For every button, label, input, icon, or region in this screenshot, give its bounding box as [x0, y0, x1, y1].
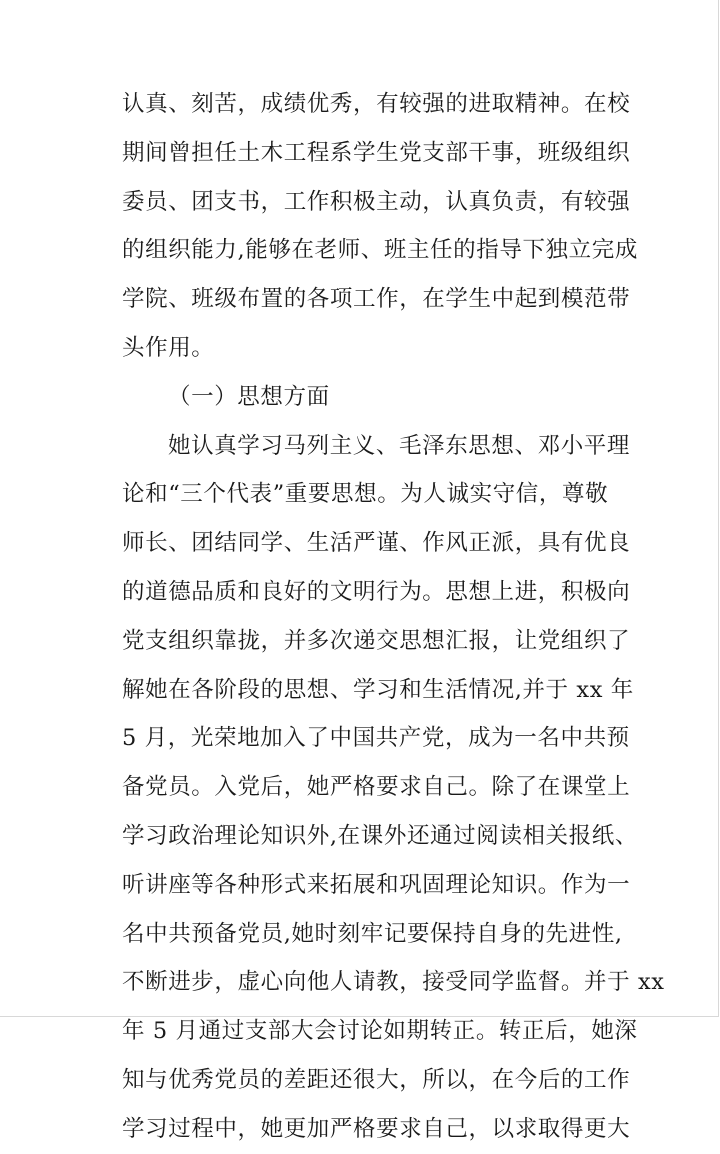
text-line: 党支组织靠拢，并多次递交思想汇报，让党组织了 [122, 627, 631, 654]
text-line: 头作用。 [122, 334, 215, 361]
section-heading: （一）思想方面 [168, 383, 330, 410]
text-line: 名中共预备党员,她时刻牢记要保持自身的先进性, [122, 920, 623, 947]
text-line: 听讲座等各种形式来拓展和巩固理论知识。作为一 [122, 871, 631, 898]
text-line: 不断进步，虚心向他人请教，接受同学监督。并于 xx [122, 969, 665, 996]
text-line: 学习政治理论知识外,在课外还通过阅读相关报纸、 [122, 822, 638, 849]
text-line: 委员、团支书，工作积极主动，认真负责，有较强 [122, 188, 631, 215]
paragraph-first-line: 她认真学习马列主义、毛泽东思想、邓小平理 [168, 432, 631, 459]
text-line: 认真、刻苦，成绩优秀，有较强的进取精神。在校 [122, 91, 631, 117]
text-line: 的道德品质和良好的文明行为。思想上进，积极向 [122, 578, 631, 605]
text-line: 期间曾担任土木工程系学生党支部干事，班级组织 [122, 139, 631, 166]
text-line: 学院、班级布置的各项工作，在学生中起到模范带 [122, 286, 631, 313]
text-line: 师长、团结同学、生活严谨、作风正派，具有优良 [122, 530, 631, 557]
text-line: 备党员。入党后，她严格要求自己。除了在课堂上 [122, 774, 631, 801]
text-line: 学习过程中，她更加严格要求自己，以求取得更大 [122, 1115, 631, 1142]
text-line: 知与优秀党员的差距还很大，所以，在今后的工作 [122, 1066, 631, 1093]
text-line: 论和“三个代表”重要思想。为人诚实守信，尊敬 [122, 481, 609, 508]
text-line: 解她在各阶段的思想、学习和生活情况,并于 xx 年 [122, 676, 634, 703]
text-line: 的组织能力,能够在老师、班主任的指导下独立完成 [122, 237, 638, 264]
text-line: 年 5 月通过支部大会讨论如期转正。转正后，她深 [122, 1018, 638, 1045]
text-line: 5 月，光荣地加入了中国共产党，成为一名中共预 [122, 725, 630, 752]
document-body [122, 80, 665, 1154]
